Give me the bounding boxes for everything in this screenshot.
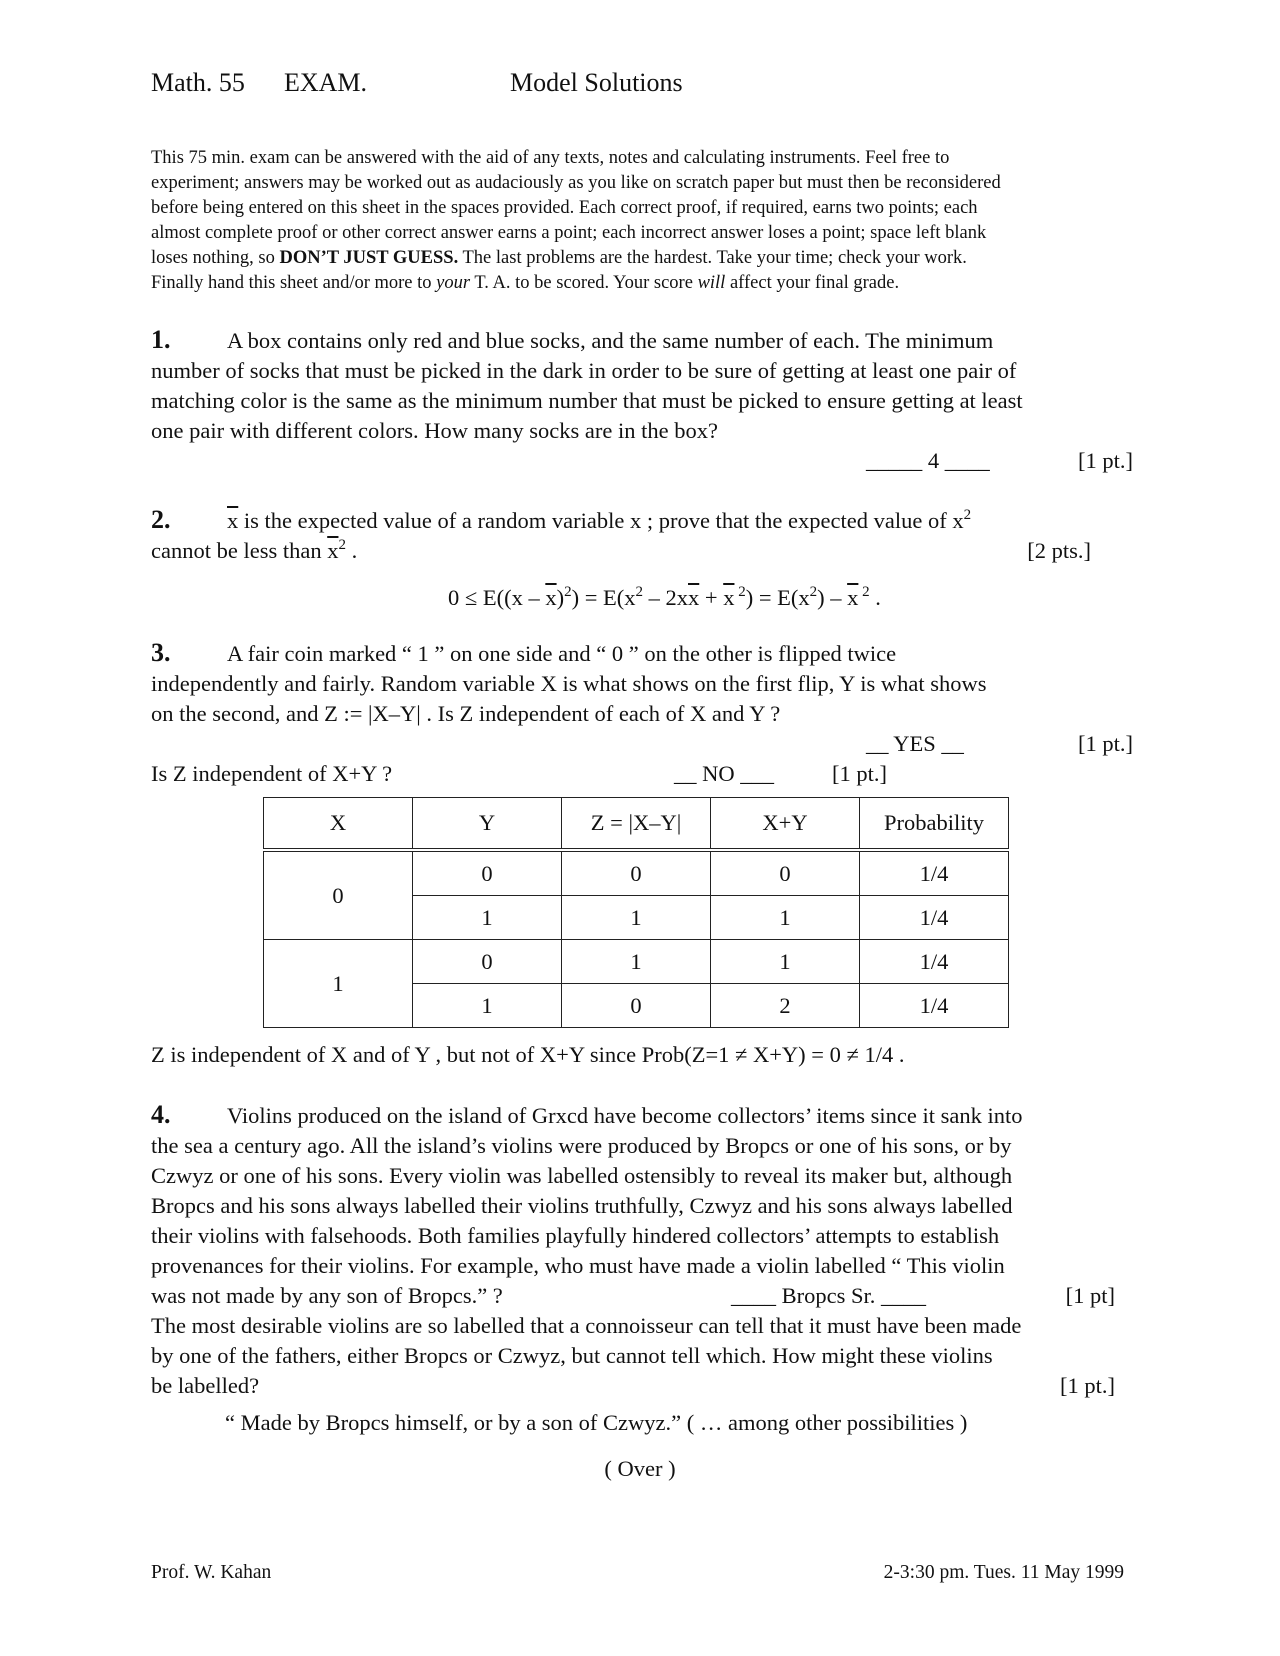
superscript: 2 [809,584,818,600]
problem-line: Czwyz or one of his sons. Every violin was labelled ostensibly to reveal its maker but, although [151,1163,1013,1188]
superscript: 2 [564,584,572,600]
table-cell: 1 [711,896,860,940]
text: is the expected value of a random variable x ; prove that the expected value of x [238,508,964,533]
problem-line: their violins with falsehoods. Both families playfully hindered collectors’ attempts to establish [151,1223,1000,1248]
footer-author: Prof. W. Kahan [151,1562,272,1583]
table-cell: 0 [413,940,562,984]
problem-line: provenances for their violins. For example, who must have made a violin labelled “ This violin [151,1253,1005,1278]
problem-line [151,325,1131,356]
text: T. A. to be scored. Your score [470,273,698,293]
answer: ____ Bropcs Sr. ____ [731,1283,927,1308]
problem-4 [151,1100,1131,1401]
instruction-line: This 75 min. exam can be answered with the aid of any texts, notes and calculating instruments. Feel free to [151,148,950,168]
eq-part: ) = E(x [571,585,636,610]
text: . [345,538,358,563]
problem-line: matching color is the same as the minimum number that must be picked to ensure getting at least [151,388,1023,413]
problem-2 [151,505,1131,566]
answer-row [151,1371,1131,1401]
table-cell: 1 [413,984,562,1028]
question: Is Z independent of X+Y ? [151,761,393,786]
table-cell: 2 [711,984,860,1028]
question: be labelled? [151,1373,260,1398]
superscript: 2 [338,537,346,553]
eq-part: ) – [817,585,848,610]
superscript: 2 [858,584,870,600]
problem-line [151,638,1131,669]
table-row [264,940,1009,984]
problem-1 [151,325,1131,476]
eq-part: 0 ≤ E((x – [448,585,546,610]
problem-number: 1. [151,325,171,354]
exam-instructions [151,146,1131,296]
table-cell: 0 [413,850,562,896]
warning-text: DON’T JUST GUESS. [279,248,459,268]
header-cell: Y [413,798,562,851]
problem-number: 4. [151,1100,171,1129]
table-cell: 0 [711,850,860,896]
problem-line: The most desirable violins are so labelled that a connoisseur can tell that it must have been made [151,1313,1022,1338]
eq-part: – 2x [643,585,688,610]
problem-line [151,505,1131,536]
x-bar: $\overline{x}$ [545,585,557,610]
exam-title: EXAM. [284,68,368,97]
over-note: ( Over ) [604,1456,676,1481]
problem-line: number of socks that must be picked in the dark in order to be sure of getting at least one pair of [151,358,1017,383]
table-cell: 1/4 [860,896,1009,940]
instruction-line: almost complete proof or other correct answer earns a point; each incorrect answer loses a point; space left blank [151,223,987,243]
problem-line [151,1100,1131,1131]
eq-part: + [699,585,724,610]
answer: __ NO ___ [674,761,774,786]
text: cannot be less than [151,538,328,563]
answer: __ YES __ [866,731,964,756]
points: [1 pt] [1065,1283,1115,1308]
text: Finally hand this sheet and/or more to [151,273,437,293]
points: [2 pts.] [1027,538,1091,563]
table-cell: 1/4 [860,940,1009,984]
header-cell: Z = |X–Y| [562,798,711,851]
answer-row [151,729,1131,759]
problem-line: one pair with different colors. How many socks are in the box? [151,418,718,443]
table-row [264,850,1009,896]
table-cell: 1 [562,896,711,940]
eq-part: ) [556,585,565,610]
table-cell: 0 [562,984,711,1028]
text: A box contains only red and blue socks, and the same number of each. The minimum [227,328,994,353]
footer-date: 2-3:30 pm. Tues. 11 May 1999 [883,1562,1124,1583]
x-bar: $\overline{x}$ [847,585,859,610]
problem-line: by one of the fathers, either Bropcs or Czwyz, but cannot tell which. How might these violins [151,1343,993,1368]
table-cell: 1 [264,940,413,1028]
x-bar: $\overline{x}$ [327,538,339,563]
x-bar: $\overline{x}$ [688,585,700,610]
answer-row [151,1281,1131,1311]
header-cell: X+Y [711,798,860,851]
course-title: Math. 55 [151,68,245,97]
problem-line: the sea a century ago. All the island’s violins were produced by Bropcs or one of his sons, or by [151,1133,1012,1158]
superscript: 2 [963,507,972,523]
points: [1 pt.] [1078,731,1133,756]
points: [1 pt.] [832,761,887,786]
table-cell: 1/4 [860,850,1009,896]
page-subtitle: Model Solutions [510,68,683,97]
answer: _____ 4 ____ [866,448,990,473]
problem-4-answer: “ Made by Bropcs himself, or by a son of Czwyz.” ( … among other possibilities ) [225,1410,968,1435]
x-bar: $\overline{x}$ [227,508,239,533]
header-cell: X [264,798,413,851]
probability-table [263,797,1009,1028]
text: The last problems are the hardest. Take your time; check your work. [458,248,967,268]
problem-number: 3. [151,638,171,667]
problem-line: on the second, and Z := |X–Y| . Is Z independent of each of X and Y ? [151,701,781,726]
problem-line [151,536,1131,566]
problem-line: independently and fairly. Random variable X is what shows on the first flip, Y is what shows [151,671,987,696]
table-cell: 1 [562,940,711,984]
emphasis: your [436,273,471,293]
text: loses nothing, so [151,248,280,268]
superscript: 2 [635,584,643,600]
solution-equation [448,585,881,611]
table-cell: 1 [413,896,562,940]
table-cell: 0 [264,850,413,940]
table-cell: 1 [711,940,860,984]
table-header-row [264,798,1009,851]
points: [1 pt.] [1060,1373,1115,1398]
points: [1 pt.] [1078,448,1133,473]
question: was not made by any son of Bropcs.” ? [151,1283,503,1308]
table-cell: 0 [562,850,711,896]
instruction-line: before being entered on this sheet in the spaces provided. Each correct proof, if required, earns two points; each [151,198,978,218]
conclusion: Z is independent of X and of Y , but not of X+Y since Prob(Z=1 ≠ X+Y) = 0 ≠ 1/4 . [151,1042,905,1067]
header-cell: Probability [860,798,1009,851]
text: Violins produced on the island of Grxcd have become collectors’ items since it sank into [227,1103,1023,1128]
emphasis: will [697,273,726,293]
problem-3-conclusion [151,1040,1131,1070]
eq-part: ) = E(x [745,585,810,610]
table-cell: 1/4 [860,984,1009,1028]
problem-3 [151,638,1131,789]
problem-number: 2. [151,505,171,534]
superscript: 2 [734,584,746,600]
problem-line: Bropcs and his sons always labelled their violins truthfully, Czwyz and his sons always labelled [151,1193,1013,1218]
instruction-line [151,271,1131,296]
instruction-line: experiment; answers may be worked out as audaciously as you like on scratch paper but must then be reconsidered [151,173,1001,193]
x-bar: $\overline{x}$ [723,585,735,610]
instruction-line [151,246,1131,271]
text: A fair coin marked “ 1 ” on one side and “ 0 ” on the other is flipped twice [227,641,897,666]
text: affect your final grade. [725,273,900,293]
answer-row [151,446,1131,476]
eq-part: . [869,585,881,610]
answer-row [151,759,1131,789]
